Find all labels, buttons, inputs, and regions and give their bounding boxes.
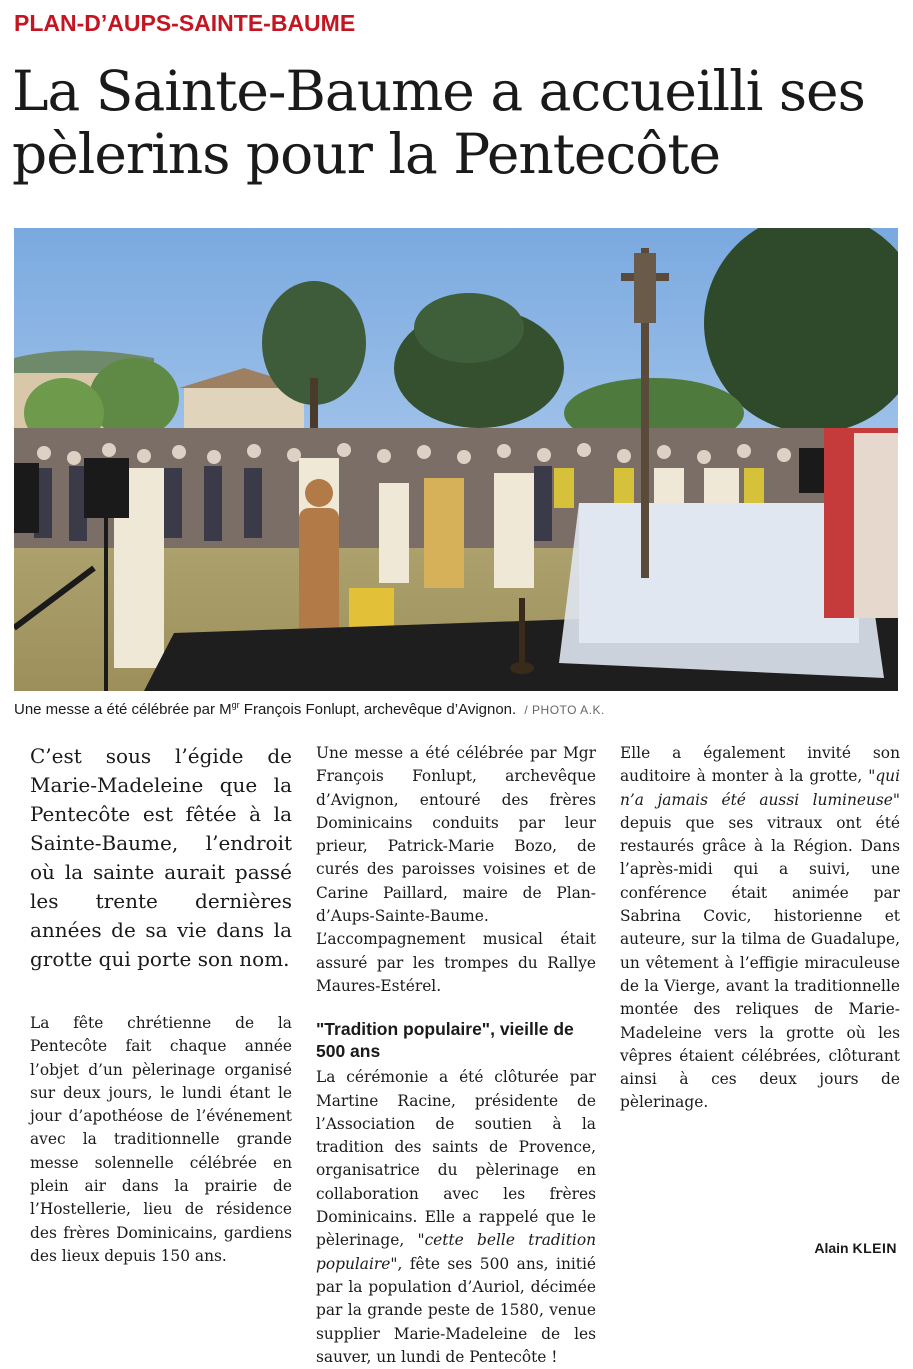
author-last-name: KLEIN — [852, 1240, 897, 1256]
caption-text-before: Une messe a été célébrée par M — [14, 701, 232, 718]
caption-superscript: gr — [231, 700, 240, 710]
p3-text-b: ", fête ses 500 ans, initié par la population d’Auriol, décimée par la grande peste de 1580, venue supplier Marie-Madeleine de les sauver, un lundi de Pentecôte ! — [316, 1254, 596, 1366]
article-photo — [14, 228, 898, 691]
article-column-3 — [620, 742, 900, 1115]
body-paragraph-2: Une messe a été célébrée par Mgr François Fonlupt, archevêque d’Avignon, entouré des frères Dominicains conduits par leur prieur, Patrick-Marie Bozo, de curés des paroisses voisines et de Carine Paillard, maire de Plan-d’Aups-Sainte-Baume. L’accompagnement musical était assuré par les trompes du Rallye Maures-Estérel. — [316, 744, 596, 995]
body-paragraph-4 — [620, 742, 900, 1115]
body-paragraph-1: La fête chrétienne de la Pentecôte fait chaque année l’objet d’un pèlerinage organisé sur deux jours, le lundi étant le jour d’apothéose de l’événement avec la traditionnelle grande messe solennelle célébrée en plein air dans la prairie de l’Hostellerie, lieu de résidence des frères Dominicains, gardiens des lieux depuis 150 ans. — [30, 1014, 292, 1265]
author-first-name: Alain — [814, 1240, 849, 1256]
article-column-1 — [30, 742, 292, 1268]
p4-quote: qui n’a jamais été aussi lumineuse — [620, 767, 900, 809]
article-column-2 — [316, 742, 596, 1369]
photo-credit: / PHOTO A.K. — [524, 703, 605, 717]
p4-text-b: " depuis que ses vitraux ont été restaurés grâce à la Région. Dans l’après-midi qui a suivi, une conférence était animée par Sabrina Covic, historienne et auteure, sur la tilma de Guadalupe, un vêtement à l’effigie miraculeuse de la Vierge, avant la traditionnelle montée des reliques de Marie-Madeleine vers la grotte où les vêpres étaient célébrées, clôturant ainsi à ces deux jours de pèlerinage. — [620, 790, 900, 1112]
subheading: "Tradition populaire", vieille de 500 ans — [316, 1019, 574, 1062]
caption-text-after: François Fonlupt, archevêque d’Avignon. — [239, 701, 517, 718]
pentecost-mass-photo — [14, 228, 898, 691]
p3-quote: cette belle tradition populaire — [316, 1231, 596, 1273]
p3-text-a: La cérémonie a été clôturée par Martine Racine, présidente de l’Association de soutien à la tradition des saints de Provence, organisatrice du pèlerinage en collaboration avec les frères Dominicains. Elle a rappelé que le pèlerinage, " — [316, 1068, 596, 1250]
photo-caption — [14, 700, 605, 718]
body-paragraph-3 — [316, 1066, 596, 1369]
headline: La Sainte-Baume a accueilli ses pèlerins pour la Pentecôte — [12, 59, 865, 186]
author-byline — [814, 1240, 897, 1256]
lead-paragraph: C’est sous l’égide de Marie-Madeleine que la Pentecôte est fêtée à la Sainte-Baume, l’endroit où la sainte aurait passé les trente dernières années de sa vie dans la grotte qui porte son nom. — [30, 744, 292, 971]
p4-text-a: Elle a également invité son auditoire à monter à la grotte, " — [620, 744, 900, 786]
section-kicker: PLAN-D’AUPS-SAINTE-BAUME — [14, 10, 356, 36]
